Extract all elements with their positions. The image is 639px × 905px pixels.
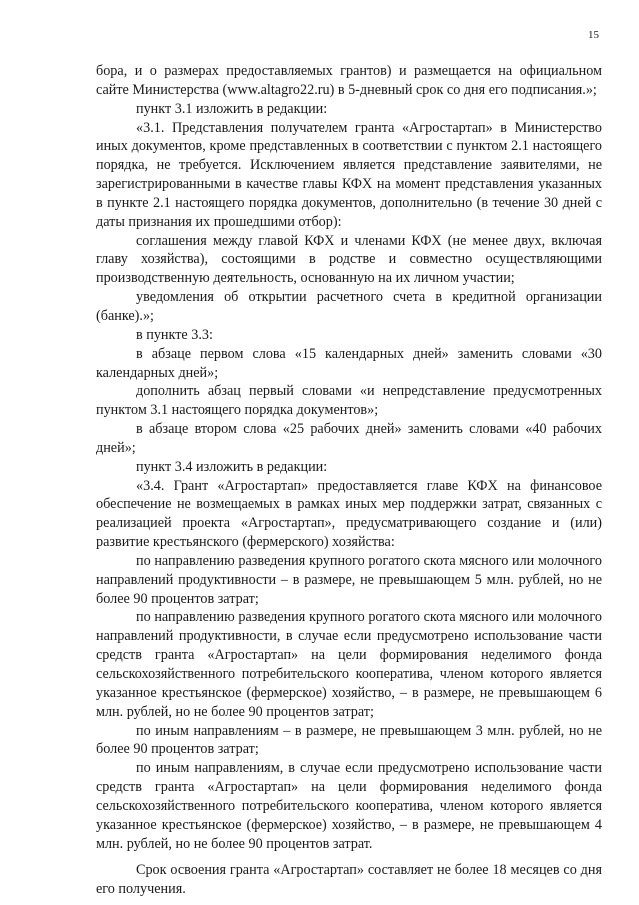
document-body <box>96 62 602 899</box>
paragraph-agreement: соглашения между главой КФХ и членами КФХ (не менее двух, включая главу хозяйства), состоящими в родстве и совместно осуществляющими производственную деятельность, основанную на их личном участии; <box>96 232 602 287</box>
paragraph-clause-3-1: «3.1. Представления получателем гранта «Агростартап» в Министерство иных документов, кроме представленных в соответствии с пунктом 2.1 настоящего порядка, не требуется. Исключением является представление заявителями, не зарегистрированными в качестве главы КФХ на момент представления указанных в пункте 2.1 настоящего порядка документов, дополнительно (в течение 30 дней с даты признания их прошедшими отбор): <box>96 119 602 230</box>
paragraph-continuation: бора, и о размерах предоставляемых грантов) и размещается на официальном сайте Министерства (www.altagro22.ru) в 5-дневный срок со дня его подписания.»; <box>96 63 602 98</box>
paragraph-second-abzac-change: в абзаце втором слова «25 рабочих дней» заменить словами «40 рабочих дней»; <box>96 421 602 456</box>
paragraph-bank-notice: уведомления об открытии расчетного счета в кредитной организации (банке).»; <box>96 289 602 324</box>
paragraph-first-abzac-addition: дополнить абзац первый словами «и непредставление предусмотренных пунктом 3.1 настоящего порядка документов»; <box>96 383 602 419</box>
page-number: 15 <box>588 29 599 41</box>
paragraph-other-4mln: по иным направлениям, в случае если предусмотрено использование части средств гранта «Агростартап» на цели формирования неделимого фонда сельскохозяйственного потребительского кооператива, членом которого является указанное крестьянское (фермерское) хозяйство, – в размере, не превышающем 4 млн. рублей, но не более 90 процентов затрат. <box>96 760 602 852</box>
paragraph-cattle-5mln: по направлению разведения крупного рогатого скота мясного или молочного направлений продуктивности – в размере, не превышающем 5 млн. рублей, но не более 90 процентов затрат; <box>96 552 602 607</box>
paragraph-item-3-1-heading: пункт 3.1 изложить в редакции: <box>136 100 328 117</box>
paragraph-grant-term: Срок освоения гранта «Агростартап» составляет не более 18 месяцев со дня его получения. <box>96 862 602 898</box>
paragraph-first-abzac-change: в абзаце первом слова «15 календарных дней» заменить словами «30 календарных дней»; <box>96 345 602 381</box>
paragraph-cattle-6mln: по направлению разведения крупного рогатого скота мясного или молочного направлений продуктивности, в случае если предусмотрено использование части средств гранта «Агростартап» на цели формирования неделимого фонда сельскохозяйственного потребительского кооператива, членом которого является указанное крестьянское (фермерское) хозяйство, – в размере, не превышающем 6 млн. рублей, но не более 90 процентов затрат; <box>96 609 602 720</box>
paragraph-item-3-4-heading: пункт 3.4 изложить в редакции: <box>136 458 328 475</box>
paragraph-clause-3-4: «3.4. Грант «Агростартап» предоставляется главе КФХ на финансовое обеспечение не возмещаемых в рамках иных мер поддержки затрат, связанных с реализацией проекта «Агростартап», предусматривающего создание и (или) развитие крестьянского (фермерского) хозяйства: <box>96 477 602 551</box>
paragraph-item-3-3-heading: в пункте 3.3: <box>136 326 213 343</box>
paragraph-other-3mln: по иным направлениям – в размере, не превышающем 3 млн. рублей, но не более 90 процентов затрат; <box>96 722 602 758</box>
